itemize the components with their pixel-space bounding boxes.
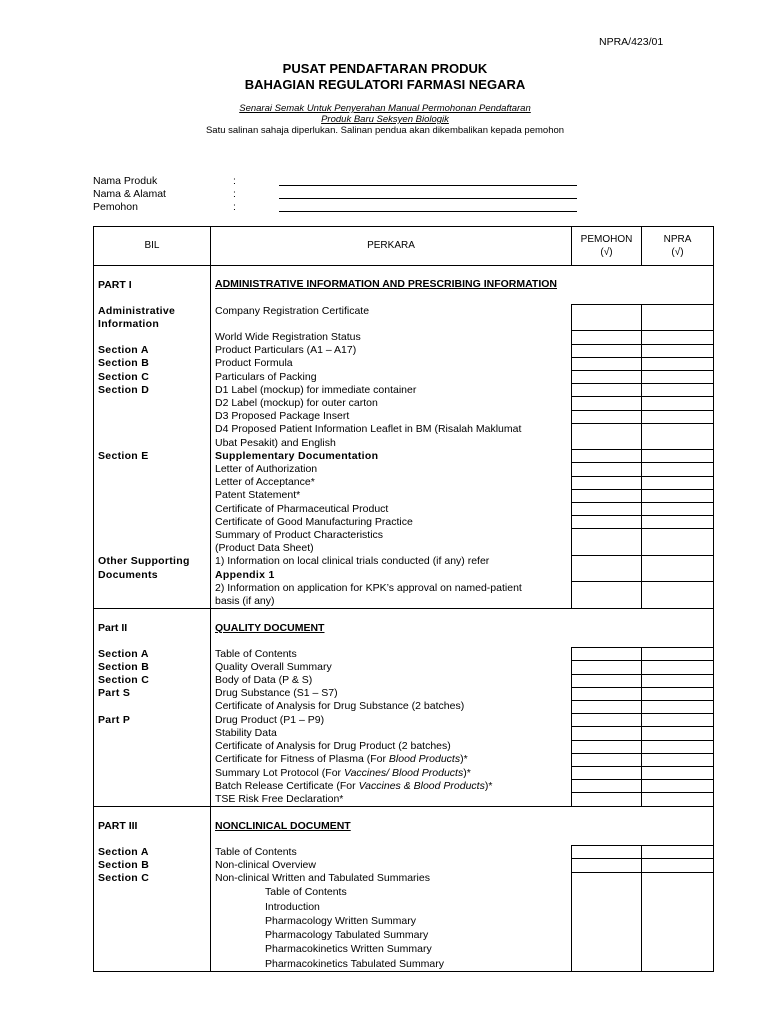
part-label: Part II (94, 609, 211, 648)
checklist-item: Certificate of Analysis for Drug Substance (2 batches) (215, 700, 465, 713)
npra-checkbox[interactable] (642, 648, 714, 661)
pemohon-checkbox[interactable] (572, 384, 642, 397)
npra-checkbox[interactable] (642, 357, 714, 370)
npra-checkbox[interactable] (642, 793, 714, 807)
npra-checkbox[interactable] (642, 872, 714, 971)
checklist-item: TSE Risk Free Declaration* (215, 792, 344, 805)
checklist-item: 2) Information on application for KPK’s approval on named-patient basis (if any) (215, 581, 522, 607)
pemohon-checkbox[interactable] (572, 344, 642, 357)
checklist-item: Non-clinical Written and Tabulated Summaries (215, 872, 430, 885)
nama-produk-field[interactable] (279, 185, 577, 186)
part-label: PART I (94, 266, 211, 305)
checklist-subitem: Pharmacokinetics Tabulated Summary (265, 957, 444, 970)
npra-checkbox[interactable] (642, 780, 714, 793)
checklist-item: Certificate of Analysis for Drug Product (2 batches) (215, 740, 451, 753)
npra-checkbox[interactable] (642, 753, 714, 766)
header-npra: NPRA (√) (642, 227, 714, 266)
npra-checkbox[interactable] (642, 555, 714, 581)
npra-checkbox[interactable] (642, 846, 714, 859)
label-pemohon: Pemohon (93, 201, 138, 213)
checklist-item: Certificate of Pharmaceutical Product (215, 502, 389, 515)
npra-checkbox[interactable] (642, 384, 714, 397)
section-label: Section C (94, 872, 211, 971)
checklist-item: Stability Data (215, 726, 277, 739)
reference-number: NPRA/423/01 (599, 36, 664, 48)
npra-checkbox[interactable] (642, 410, 714, 423)
part-title: NONCLINICAL DOCUMENT (211, 807, 714, 846)
checklist-item: Drug Product (P1 – P9) (215, 713, 325, 726)
section-label: Section C (94, 371, 211, 384)
npra-checkbox[interactable] (642, 503, 714, 516)
pemohon-checkbox[interactable] (572, 357, 642, 370)
pemohon-checkbox[interactable] (572, 529, 642, 555)
section-label: Section E (94, 450, 211, 463)
pemohon-checkbox[interactable] (572, 463, 642, 476)
checklist-item: Patent Statement* (215, 489, 301, 502)
checklist-item: World Wide Registration Status (215, 330, 361, 343)
section-label: Other Supporting Documents (94, 555, 211, 581)
subtitle-line-1: Senarai Semak Untuk Penyerahan Manual Permohonan Pendaftaran (239, 103, 531, 114)
checklist-subitem: Introduction (265, 900, 320, 913)
part-title: QUALITY DOCUMENT (211, 609, 714, 648)
pemohon-checkbox[interactable] (572, 872, 642, 971)
npra-checkbox[interactable] (642, 423, 714, 449)
checklist-item: Batch Release Certificate (For Vaccines & Blood Products)* (215, 779, 493, 792)
npra-checkbox[interactable] (642, 463, 714, 476)
checklist-item-group (211, 872, 572, 971)
pemohon-checkbox[interactable] (572, 859, 642, 872)
npra-checkbox[interactable] (642, 529, 714, 555)
checklist-item: D3 Proposed Package Insert (215, 410, 350, 423)
section-label: Section C (94, 674, 211, 687)
checklist-subheading: Supplementary Documentation (215, 449, 379, 462)
checklist-item: Company Registration Certificate (215, 304, 370, 317)
npra-checkbox[interactable] (642, 700, 714, 713)
pemohon-checkbox[interactable] (572, 503, 642, 516)
checklist-item: D4 Proposed Patient Information Leaflet in BM (Risalah Maklumat Ubat Pesakit) and English (215, 423, 522, 449)
checklist-item: 1) Information on local clinical trials conducted (if any) refer Appendix 1 (215, 555, 490, 581)
checklist-item: Summary of Product Characteristics (Product Data Sheet) (215, 528, 384, 555)
section-label: Part S (94, 687, 211, 700)
npra-checkbox[interactable] (642, 727, 714, 740)
pemohon-checkbox[interactable] (572, 700, 642, 713)
pemohon-checkbox[interactable] (572, 793, 642, 807)
npra-checkbox[interactable] (642, 582, 714, 609)
npra-checkbox[interactable] (642, 450, 714, 463)
checklist-item: Letter of Acceptance* (215, 476, 315, 489)
heading-division: BAHAGIAN REGULATORI FARMASI NEGARA (244, 77, 526, 92)
npra-checkbox[interactable] (642, 740, 714, 753)
subtitle-line-2: Produk Baru Seksyen Biologik (321, 114, 449, 125)
header-bil: BIL (94, 227, 211, 266)
checklist-item: Product Formula (215, 357, 293, 370)
checklist-item: Particulars of Packing (215, 370, 317, 383)
pemohon-checkbox[interactable] (572, 410, 642, 423)
pemohon-checkbox[interactable] (572, 555, 642, 581)
checklist-subitem: Pharmacology Tabulated Summary (265, 929, 429, 942)
checklist-subitem: Table of Contents (265, 886, 347, 899)
npra-checkbox[interactable] (642, 397, 714, 410)
section-label: Section A (94, 846, 211, 859)
pemohon-checkbox[interactable] (572, 489, 642, 502)
pemohon-checkbox[interactable] (572, 767, 642, 780)
checklist-item: Product Particulars (A1 – A17) (215, 344, 357, 357)
label-nama-produk: Nama Produk (93, 175, 158, 187)
section-label: Administrative Information (94, 305, 211, 331)
pemohon-checkbox[interactable] (572, 397, 642, 410)
checklist-item: Summary Lot Protocol (For Vaccines/ Blood Products)* (215, 766, 471, 779)
colon: : (233, 175, 236, 187)
npra-checkbox[interactable] (642, 371, 714, 384)
pemohon-field[interactable] (279, 211, 577, 212)
colon: : (233, 188, 236, 200)
checklist-item: Body of Data (P & S) (215, 674, 313, 687)
part-label: PART III (94, 807, 211, 846)
pemohon-checkbox[interactable] (572, 740, 642, 753)
pemohon-checkbox[interactable] (572, 753, 642, 766)
pemohon-checkbox[interactable] (572, 714, 642, 727)
npra-checkbox[interactable] (642, 661, 714, 674)
checklist-item: D2 Label (mockup) for outer carton (215, 396, 378, 409)
npra-checkbox[interactable] (642, 674, 714, 687)
pemohon-checkbox[interactable] (572, 780, 642, 793)
checklist-subitem: Pharmacology Written Summary (265, 914, 416, 927)
section-label: Part P (94, 714, 211, 727)
npra-checkbox[interactable] (642, 767, 714, 780)
section-label: Section B (94, 661, 211, 674)
checklist-item: Table of Contents (215, 845, 297, 858)
pemohon-checkbox[interactable] (572, 476, 642, 489)
pemohon-checkbox[interactable] (572, 371, 642, 384)
header-pemohon: PEMOHON (√) (572, 227, 642, 266)
pemohon-checkbox[interactable] (572, 305, 642, 331)
checklist-table (93, 226, 714, 972)
section-label: Section D (94, 384, 211, 397)
npra-checkbox[interactable] (642, 331, 714, 344)
pemohon-checkbox[interactable] (572, 423, 642, 449)
pemohon-checkbox[interactable] (572, 582, 642, 609)
heading-centre: PUSAT PENDAFTARAN PRODUK (282, 61, 488, 76)
npra-checkbox[interactable] (642, 344, 714, 357)
pemohon-checkbox[interactable] (572, 516, 642, 529)
npra-checkbox[interactable] (642, 476, 714, 489)
pemohon-checkbox[interactable] (572, 674, 642, 687)
npra-checkbox[interactable] (642, 859, 714, 872)
pemohon-checkbox[interactable] (572, 648, 642, 661)
pemohon-checkbox[interactable] (572, 727, 642, 740)
copy-note: Satu salinan sahaja diperlukan. Salinan pendua akan dikembalikan kepada pemohon (205, 125, 565, 136)
checklist-item: Non-clinical Overview (215, 858, 316, 871)
checklist-item: Certificate for Fitness of Plasma (For Blood Products)* (215, 753, 468, 766)
npra-checkbox[interactable] (642, 687, 714, 700)
section-label: Section A (94, 648, 211, 661)
section-label: Section B (94, 357, 211, 370)
part-title: ADMINISTRATIVE INFORMATION AND PRESCRIBING INFORMATION (211, 266, 714, 305)
colon: : (233, 201, 236, 213)
pemohon-checkbox[interactable] (572, 331, 642, 344)
checklist-subitem: Pharmacokinetics Written Summary (265, 943, 432, 956)
checklist-item: Letter of Authorization (215, 462, 318, 475)
pemohon-checkbox[interactable] (572, 661, 642, 674)
nama-alamat-field[interactable] (279, 198, 577, 199)
checklist-item: Table of Contents (215, 647, 297, 660)
pemohon-checkbox[interactable] (572, 450, 642, 463)
checklist-item: Certificate of Good Manufacturing Practice (215, 515, 413, 528)
section-label: Section A (94, 344, 211, 357)
npra-checkbox[interactable] (642, 489, 714, 502)
section-label: Section B (94, 859, 211, 872)
label-nama-alamat: Nama & Alamat (93, 188, 166, 200)
checklist-item: Drug Substance (S1 – S7) (215, 687, 338, 700)
npra-checkbox[interactable] (642, 516, 714, 529)
pemohon-checkbox[interactable] (572, 846, 642, 859)
npra-checkbox[interactable] (642, 305, 714, 331)
checklist-item: D1 Label (mockup) for immediate container (215, 383, 417, 396)
checklist-item: Quality Overall Summary (215, 660, 332, 673)
npra-checkbox[interactable] (642, 714, 714, 727)
header-perkara: PERKARA (211, 227, 572, 266)
pemohon-checkbox[interactable] (572, 687, 642, 700)
